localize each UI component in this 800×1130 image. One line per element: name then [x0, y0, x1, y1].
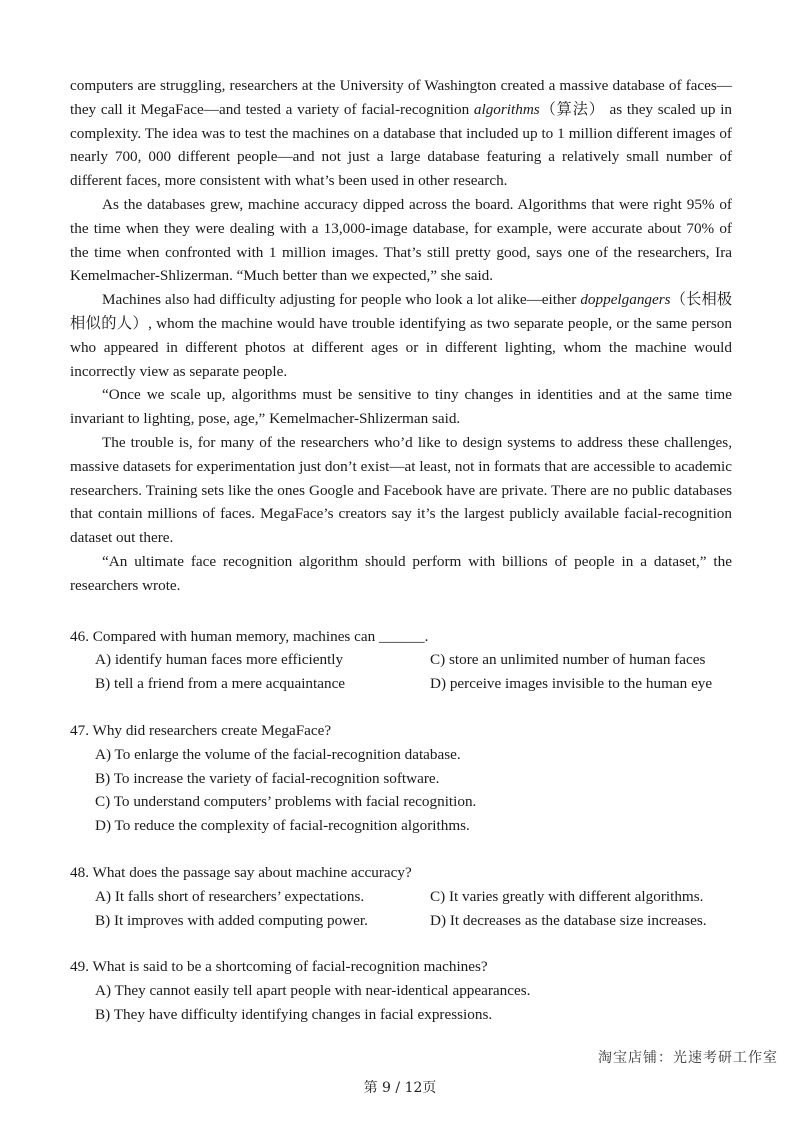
passage-paragraph-5: The trouble is, for many of the researchers who’d like to design systems to address these challenges, massive datasets for experimentation just don’t exist—at least, not in formats that are accessible to academic researchers. Training sets like the ones Google and Facebook have are private. There are no public databases that contain millions of faces. MegaFace’s creators say it’s the largest publicly available facial-recognition dataset out there.	[70, 433, 732, 547]
passage-paragraph-1	[70, 74, 732, 193]
italic-term: algorithms	[473, 100, 540, 118]
option-b[interactable]: B) tell a friend from a mere acquaintance	[95, 675, 346, 693]
question-stem: 48. What does the passage say about machine accuracy?	[70, 863, 412, 881]
option-a[interactable]: A) They cannot easily tell apart people with near-identical appearances.	[95, 982, 531, 1000]
chinese-gloss: （长相极相似的人）	[70, 291, 733, 332]
chinese-gloss: （算法）	[539, 100, 605, 118]
option-a[interactable]: A) To enlarge the volume of the facial-recognition database.	[95, 745, 461, 763]
paragraph-text: Machines also had difficulty adjusting for people who look a lot alike—either	[102, 291, 581, 309]
option-d[interactable]: D) perceive images invisible to the human eye	[430, 675, 713, 693]
option-c[interactable]: C) It varies greatly with different algorithms.	[430, 887, 704, 905]
option-a[interactable]: A) identify human faces more efficiently	[95, 651, 344, 669]
question-48	[70, 861, 732, 932]
question-49	[70, 955, 732, 1026]
passage-paragraph-6: “An ultimate face recognition algorithm should perform with billions of people in a dataset,” the researchers wrote.	[70, 552, 732, 594]
question-46	[70, 625, 732, 696]
question-stem: 46. Compared with human memory, machines can ______.	[70, 627, 429, 645]
option-b[interactable]: B) To increase the variety of facial-recognition software.	[95, 769, 440, 787]
option-d[interactable]: D) To reduce the complexity of facial-recognition algorithms.	[95, 817, 470, 835]
paragraph-text: computers are struggling, researchers at the University of Washington created a massive database of faces—they call it MegaFace—and tested a variety of facial-recognition	[70, 77, 732, 118]
option-b[interactable]: B) It improves with added computing power.	[95, 911, 368, 929]
question-47	[70, 719, 732, 838]
question-stem: 47. Why did researchers create MegaFace?	[70, 721, 332, 739]
option-c[interactable]: C) To understand computers’ problems with facial recognition.	[95, 793, 477, 811]
option-a[interactable]: A) It falls short of researchers’ expectations.	[95, 887, 365, 905]
option-d[interactable]: D) It decreases as the database size increases.	[430, 911, 707, 929]
passage-paragraph-4: “Once we scale up, algorithms must be sensitive to tiny changes in identities and at the same time invariant to lighting, pose, age,” Kemelmacher-Shlizerman said.	[70, 386, 732, 428]
page-number-footer: 第 9 / 12页	[363, 1080, 437, 1096]
question-stem: 49. What is said to be a shortcoming of facial-recognition machines?	[70, 958, 488, 976]
option-c[interactable]: C) store an unlimited number of human faces	[430, 651, 706, 669]
shop-watermark: 淘宝店铺：光速考研工作室	[598, 1050, 778, 1066]
document-page	[70, 74, 732, 1027]
italic-term: doppelgangers	[580, 291, 671, 309]
paragraph-text: , whom the machine would have trouble identifying as two separate people, or the same person who appeared in different photos at different ages or in different lighting, whom the machine would incorrectly view as separate people.	[70, 314, 732, 380]
passage-paragraph-2: As the databases grew, machine accuracy dipped across the board. Algorithms that were right 95% of the time when they were dealing with a 13,000-image database, for example, were accurate about 70% of the time when confronted with 1 million images. That’s still pretty good, says one of the researchers, Ira Kemelmacher-Shlizerman. “Much better than we expected,” she said.	[70, 195, 732, 285]
option-b[interactable]: B) They have difficulty identifying changes in facial expressions.	[95, 1005, 493, 1023]
paragraph-text: as they scaled up in complexity. The idea was to test the machines on a database that included up to 1 million different images of nearly 700, 000 different people—and not just a large database featuring a relatively small number of different faces, more consistent with what’s been used in other research.	[70, 100, 733, 190]
passage-paragraph-3	[70, 288, 732, 383]
